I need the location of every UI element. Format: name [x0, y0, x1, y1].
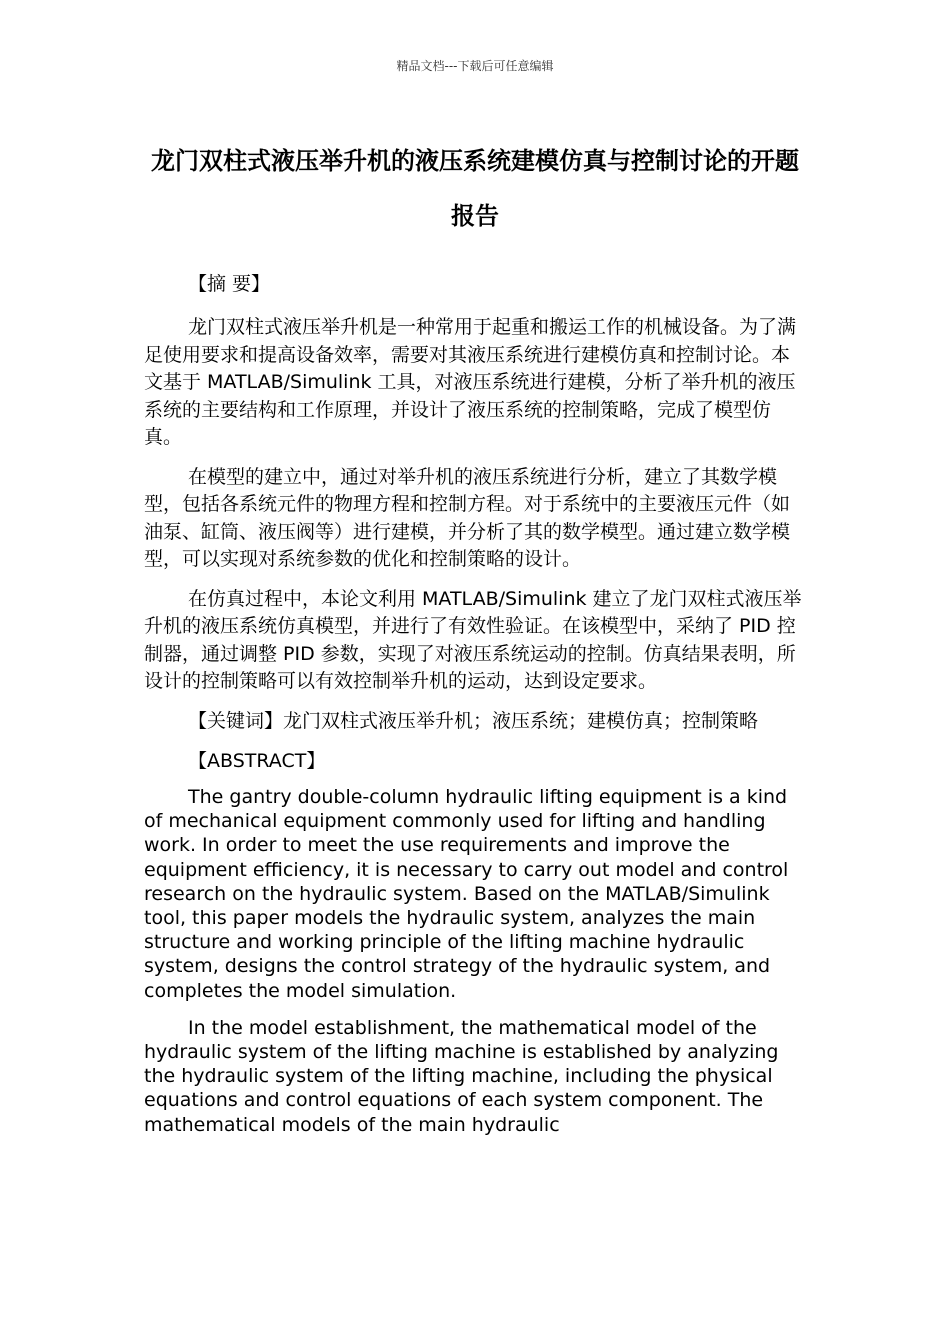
keywords-label: 【关键词】 [188, 709, 284, 732]
abstract-zh-paragraph-3: 在仿真过程中，本论文利用 MATLAB/Simulink 建立了龙门双柱式液压举升机的液压系统仿真模型，并进行了有效性验证。在该模型中，采纳了 PID 控制器，通过调整 PID 参数，实现了对液压系统运动的控制。仿真结果表明，所设计的控制策略可以有效控制举升机的运动，达到设定要求。 [144, 587, 802, 692]
page-header-note: 精品文档---下载后可任意编辑 [396, 59, 554, 73]
keywords-text: 龙门双柱式液压举升机；液压系统；建模仿真；控制策略 [283, 709, 759, 732]
abstract-zh-paragraph-1: 龙门双柱式液压举升机是一种常用于起重和搬运工作的机械设备。为了满足使用要求和提高设备效率，需要对其液压系统进行建模仿真和控制讨论。本文基于 MATLAB/Simulink 工具，对液压系统进行建模，分析了举升机的液压系统的主要结构和工作原理，并设计了液压系统的控制策略，完成了模型仿真。 [144, 316, 797, 448]
abstract-en-paragraph-2: In the model establishment, the mathematical model of the hydraulic system of the lifting machine is established by analyzing the hydraulic system of the lifting machine, including the physical equations and control equations of each system component. The mathematical models of the main hydraulic [144, 1016, 779, 1136]
keywords-paragraph [144, 708, 808, 736]
abstract-zh-paragraph-2: 在模型的建立中，通过对举升机的液压系统进行分析，建立了其数学模型，包括各系统元件的物理方程和控制方程。对于系统中的主要液压元件（如油泵、缸筒、液压阀等）进行建模，并分析了其的数学模型。通过建立数学模型，可以实现对系统参数的优化和控制策略的设计。 [144, 465, 791, 570]
document-body [144, 270, 808, 1137]
abstract-en-paragraph-1: The gantry double-column hydraulic lifting equipment is a kind of mechanical equipment commonly used for lifting and handling work. In order to meet the use requirements and improve the equipment efficiency, it is necessary to carry out model and control research on the hydraulic system. Based on the MATLAB/Simulink tool, this paper models the hydraulic system, analyzes the main structure and working principle of the lifting machine hydraulic system, designs the control strategy of the hydraulic system, and completes the model simulation. [144, 786, 789, 1002]
document-title: 龙门双柱式液压举升机的液压系统建模仿真与控制讨论的开题报告 [151, 147, 799, 230]
abstract-label: 【摘 要】 [188, 273, 271, 295]
abstract-en-label: 【ABSTRACT】 [188, 750, 326, 772]
